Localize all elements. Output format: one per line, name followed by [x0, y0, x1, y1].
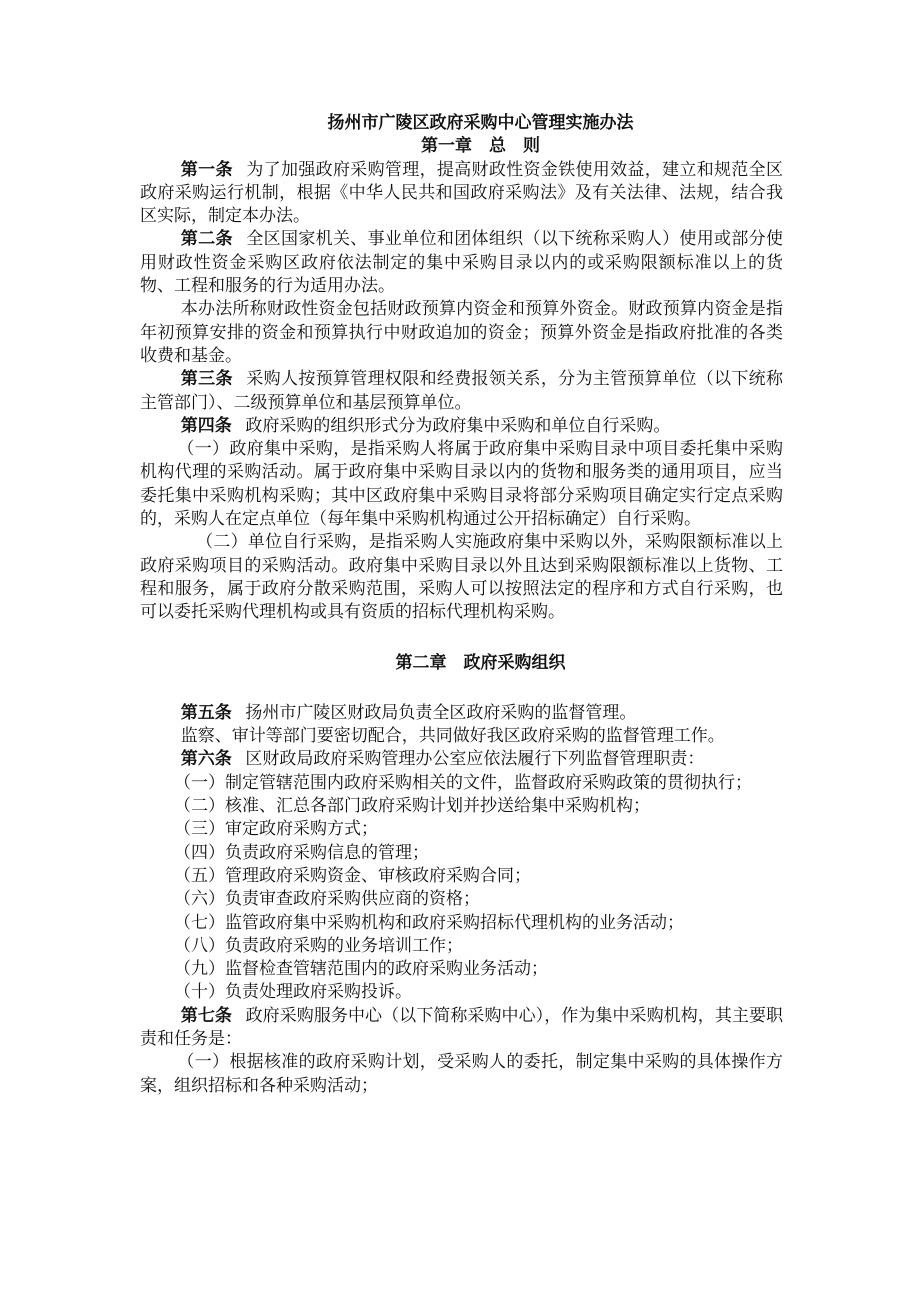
article-text: 扬州市广陵区财政局负责全区政府采购的监督管理。 — [245, 702, 637, 723]
article-6-item: （一）制定管辖范围内政府采购相关的文件，监督政府采购政策的贯彻执行； — [174, 772, 752, 793]
article-label: 第二条 — [180, 229, 233, 250]
document-page — [140, 112, 783, 1098]
article-6-item: （二）核准、汇总各部门政府采购计划并抄送给集中采购机构； — [174, 796, 650, 817]
article-1 — [140, 159, 783, 229]
article-3 — [140, 368, 783, 415]
article-4-item-1: （一）政府集中采购，是指采购人将属于政府集中采购目录中项目委托集中采购机构代理的采购活动。属于政府集中采购目录以内的货物和服务类的通用项目，应当委托集中采购机构采购；其中区政府集中采购目录将部分采购项目确定实行定点采购的，采购人在定点单位（每年集中采购机构通过公开招标确定）自行采购。 — [140, 439, 783, 530]
article-7-item-1: （一）根据核准的政府采购计划，受采购人的委托，制定集中采购的具体操作方案，组织招标和各种采购活动； — [140, 1052, 783, 1096]
chapter-1-heading: 第一章 总 则 — [421, 136, 540, 157]
article-text: 政府采购的组织形式分为政府集中采购和单位自行采购。 — [245, 415, 671, 436]
document-title: 扬州市广陵区政府采购中心管理实施办法 — [327, 113, 634, 133]
article-label: 第一条 — [180, 159, 233, 180]
article-label: 第七条 — [180, 1005, 232, 1026]
article-text: 政府采购服务中心（以下简称采购中心），作为集中采购机构，其主要职责和任务是： — [140, 1005, 783, 1049]
article-5-paragraph-2: 监察、审计等部门要密切配合，共同做好我区政府采购的监督管理工作。 — [180, 726, 725, 747]
article-2 — [140, 228, 783, 298]
article-6-item: （三）审定政府采购方式； — [174, 819, 378, 840]
article-6-item: （十）负责处理政府采购投诉。 — [174, 982, 412, 1003]
article-6-item: （九）监督检查管辖范围内的政府采购业务活动； — [174, 959, 548, 980]
article-label: 第三条 — [180, 369, 233, 390]
article-text: 为了加强政府采购管理，提高财政性资金铁使用效益，建立和规范全区政府采购运行机制，根据《中华人民共和国政府采购法》及有关法律、法规，结合我区实际，制定本办法。 — [140, 159, 784, 227]
article-label: 第六条 — [180, 749, 232, 770]
article-6-item: （四）负责政府采购信息的管理； — [174, 842, 429, 863]
article-2-paragraph-2: 本办法所称财政性资金包括财政预算内资金和预算外资金。财政预算内资金是指年初预算安排的资金和预算执行中财政追加的资金；预算外资金是指政府批准的各类收费和基金。 — [140, 299, 783, 366]
article-6 — [140, 748, 783, 771]
article-text: 采购人按预算管理权限和经费报领关系，分为主管预算单位（以下统称主管部门）、二级预算单位和基层预算单位。 — [140, 369, 784, 413]
article-text: 区财政局政府采购管理办公室应依法履行下列监督管理职责： — [245, 749, 705, 770]
article-4-item-2: （二）单位自行采购，是指采购人实施政府集中采购以外，采购限额标准以上政府采购项目的采购活动。政府集中采购目录以外且达到采购限额标准以上货物、工程和服务，属于政府分散采购范围，采购人可以按照法定的程序和方式自行采购，也可以委托采购代理机构或具有资质的招标代理机构采购。 — [140, 532, 783, 623]
article-6-item: （五）管理政府采购资金、审核政府采购合同； — [174, 865, 531, 886]
chapter-2-heading: 第二章 政府采购组织 — [395, 652, 566, 673]
article-6-item: （七）监管政府集中采购机构和政府采购招标代理机构的业务活动； — [174, 912, 684, 933]
article-label: 第五条 — [180, 702, 232, 723]
article-5 — [140, 702, 783, 725]
article-4 — [140, 415, 783, 438]
article-7 — [140, 1005, 783, 1052]
article-6-item: （六）负责审查政府采购供应商的资格； — [174, 889, 480, 910]
article-label: 第四条 — [180, 415, 232, 436]
article-6-item: （八）负责政府采购的业务培训工作； — [174, 935, 463, 956]
article-text: 全区国家机关、事业单位和团体组织（以下统称采购人）使用或部分使用财政性资金采购区政府依法制定的集中采购目录以内的或采购限额标准以上的货物、工程和服务的行为适用办法。 — [140, 229, 784, 297]
